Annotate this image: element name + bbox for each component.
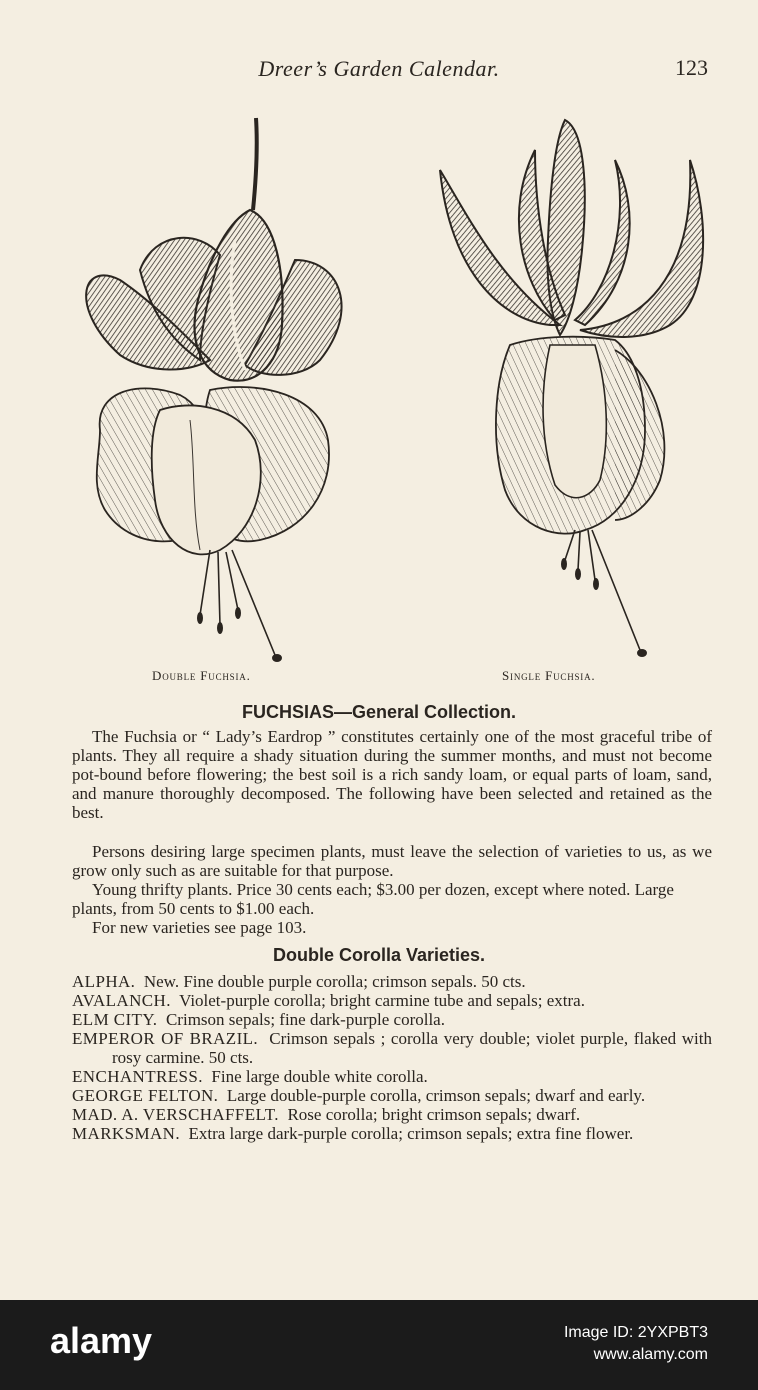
variety-name: ELM CITY. <box>72 1010 158 1029</box>
stock-site: www.alamy.com <box>593 1346 708 1363</box>
list-item <box>72 1067 712 1086</box>
variety-description: Large double-purple corolla, crimson sepals; dwarf and early. <box>226 1086 646 1105</box>
persons-text: Persons desiring large specimen plants, must leave the selection of varieties to us, as we grow only such as are suitable for that purpose. <box>72 842 712 880</box>
double-fuchsia-caption: Double Fuchsia. <box>152 668 251 683</box>
single-fuchsia-illustration <box>410 110 720 670</box>
persons-paragraph <box>72 842 712 880</box>
stock-image-id: Image ID: 2YXPBT3 <box>563 1324 708 1341</box>
list-item <box>72 1010 712 1029</box>
variety-list <box>72 972 712 1143</box>
variety-name: ENCHANTRESS. <box>72 1067 203 1086</box>
intro-paragraph <box>72 727 712 822</box>
double-corolla-heading: Double Corolla Varieties. <box>272 945 486 965</box>
new-varieties-note <box>72 918 712 937</box>
variety-description: Violet-purple corolla; bright carmine tube and sepals; extra. <box>179 991 585 1010</box>
variety-description: New. Fine double purple corolla; crimson sepals. 50 cts. <box>143 972 526 991</box>
alamy-logo: alamy <box>50 1320 153 1361</box>
variety-description: Rose corolla; bright crimson sepals; dwarf. <box>287 1105 581 1124</box>
list-item <box>72 1105 712 1124</box>
single-fuchsia-engraving <box>410 110 720 670</box>
running-title: Dreer’s Garden Calendar. <box>258 56 500 81</box>
general-collection-heading: FUCHSIAS—General Collection. <box>241 702 517 722</box>
pricing-text: Young thrifty plants. Price 30 cents each; $3.00 per dozen, except where noted. Large plants, from 50 cents to $1.00 each. <box>72 880 674 918</box>
double-fuchsia-engraving <box>60 110 360 670</box>
list-item <box>72 1086 712 1105</box>
variety-description: Crimson sepals ; corolla very double; violet purple, flaked with rosy carmine. 50 cts. <box>112 1029 712 1067</box>
variety-name: MARKSMAN. <box>72 1124 180 1143</box>
stock-image-info <box>564 1322 708 1366</box>
variety-description: Crimson sepals; fine dark-purple corolla. <box>165 1010 445 1029</box>
list-item <box>72 1029 712 1067</box>
variety-name: EMPEROR OF BRAZIL. <box>72 1029 259 1048</box>
variety-name: MAD. A. VERSCHAFFELT. <box>72 1105 279 1124</box>
intro-text: The Fuchsia or “ Lady’s Eardrop ” constitutes certainly one of the most graceful tribe of plants. They all require a shady situation during the summer months, and must not become pot-bound before flowering; the best soil is a rich sandy loam, or equal parts of loam, sand, and manure thoroughly decomposed. The following have been selected and retained as the best. <box>72 727 712 822</box>
new-varieties-text: For new varieties see page 103. <box>92 918 307 937</box>
variety-name: ALPHA. <box>72 972 136 991</box>
list-item <box>72 1124 712 1143</box>
variety-name: GEORGE FELTON. <box>72 1086 219 1105</box>
stock-watermark-bar <box>0 1300 758 1390</box>
pricing-paragraph <box>72 880 712 918</box>
variety-name: AVALANCH. <box>72 991 171 1010</box>
page-number: 123 <box>675 55 708 80</box>
list-item <box>72 991 712 1010</box>
single-fuchsia-caption: Single Fuchsia. <box>502 668 596 683</box>
variety-description: Extra large dark-purple corolla; crimson sepals; extra fine flower. <box>188 1124 634 1143</box>
variety-description: Fine large double white corolla. <box>211 1067 428 1086</box>
double-fuchsia-illustration <box>60 110 360 670</box>
list-item <box>72 972 712 991</box>
